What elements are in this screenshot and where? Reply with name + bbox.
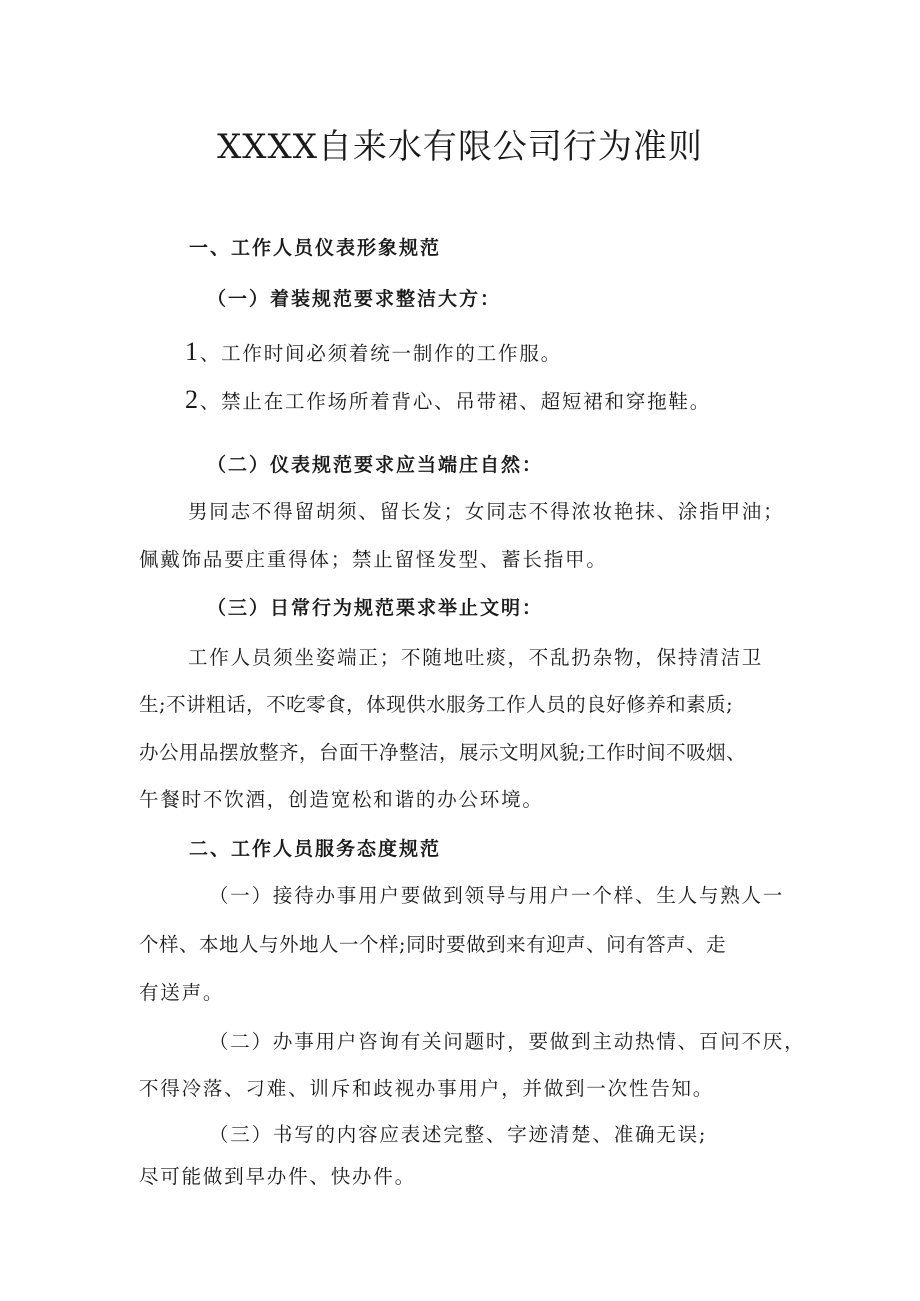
paragraph-line: （一）接待办事用户要做到领导与用户一个样、生人与熟人一 xyxy=(209,884,785,907)
paragraph-line: 尽可能做到早办件、快办件。 xyxy=(139,1165,416,1188)
paragraph-line: 生;不讲粗话，不吃零食，体现供水服务工作人员的良好修养和素质; xyxy=(139,693,734,716)
section-1-heading: 一、工作人员仪表形象规范 xyxy=(189,237,442,259)
section-1-sub-2-heading: （二）仪表规范要求应当端庄自然： xyxy=(207,454,544,476)
paragraph-line: 有送声。 xyxy=(139,981,225,1004)
paragraph-line: （三）书写的内容应表述完整、字迹清楚、准确无误; xyxy=(209,1123,708,1146)
paragraph-line: 不得冷落、刁难、训斥和歧视办事用户，并做到一次性告知。 xyxy=(139,1077,715,1100)
list-item-2 xyxy=(185,385,711,417)
paragraph-line: 个样、本地人与外地人一个样;同时要做到来有迎声、问有答声、走 xyxy=(139,933,727,956)
paragraph-line: 工作人员须坐姿端正；不随地吐痰，不乱扔杂物，保持清洁卫 xyxy=(188,646,764,669)
paragraph-line: 男同志不得留胡须、留长发；女同志不得浓妆艳抹、涂指甲油； xyxy=(188,500,785,523)
section-1-sub-1-heading: （一）着装规范要求整洁大方： xyxy=(207,288,502,310)
paragraph-line: 佩戴饰品要庄重得体；禁止留怪发型、蓄长指甲。 xyxy=(139,548,608,571)
list-item-1-number: 1 xyxy=(185,337,200,366)
section-2-heading: 二、工作人员服务态度规范 xyxy=(189,838,442,860)
list-item-2-text: 、禁止在工作场所着背心、吊带裙、超短裙和穿拖鞋。 xyxy=(199,390,712,413)
paragraph-line: 午餐时不饮酒，创造宽松和谐的办公环境。 xyxy=(139,788,544,811)
list-item-2-number: 2 xyxy=(185,385,200,414)
paragraph-line: 办公用品摆放整齐，台面干净整洁，展示文明风貌;工作时间不吸烟、 xyxy=(139,741,747,764)
section-1-sub-3-heading: （三）日常行为规范栗求举止文明： xyxy=(207,597,544,619)
list-item-1 xyxy=(185,337,562,369)
document-title: XXXX自来水有限公司行为准则 xyxy=(217,127,703,167)
list-item-1-text: 、工作时间必须着统一制作的工作服。 xyxy=(199,342,562,365)
paragraph-line: （二）办事用户咨询有关问题时，要做到主动热情、百问不厌， xyxy=(209,1030,806,1053)
